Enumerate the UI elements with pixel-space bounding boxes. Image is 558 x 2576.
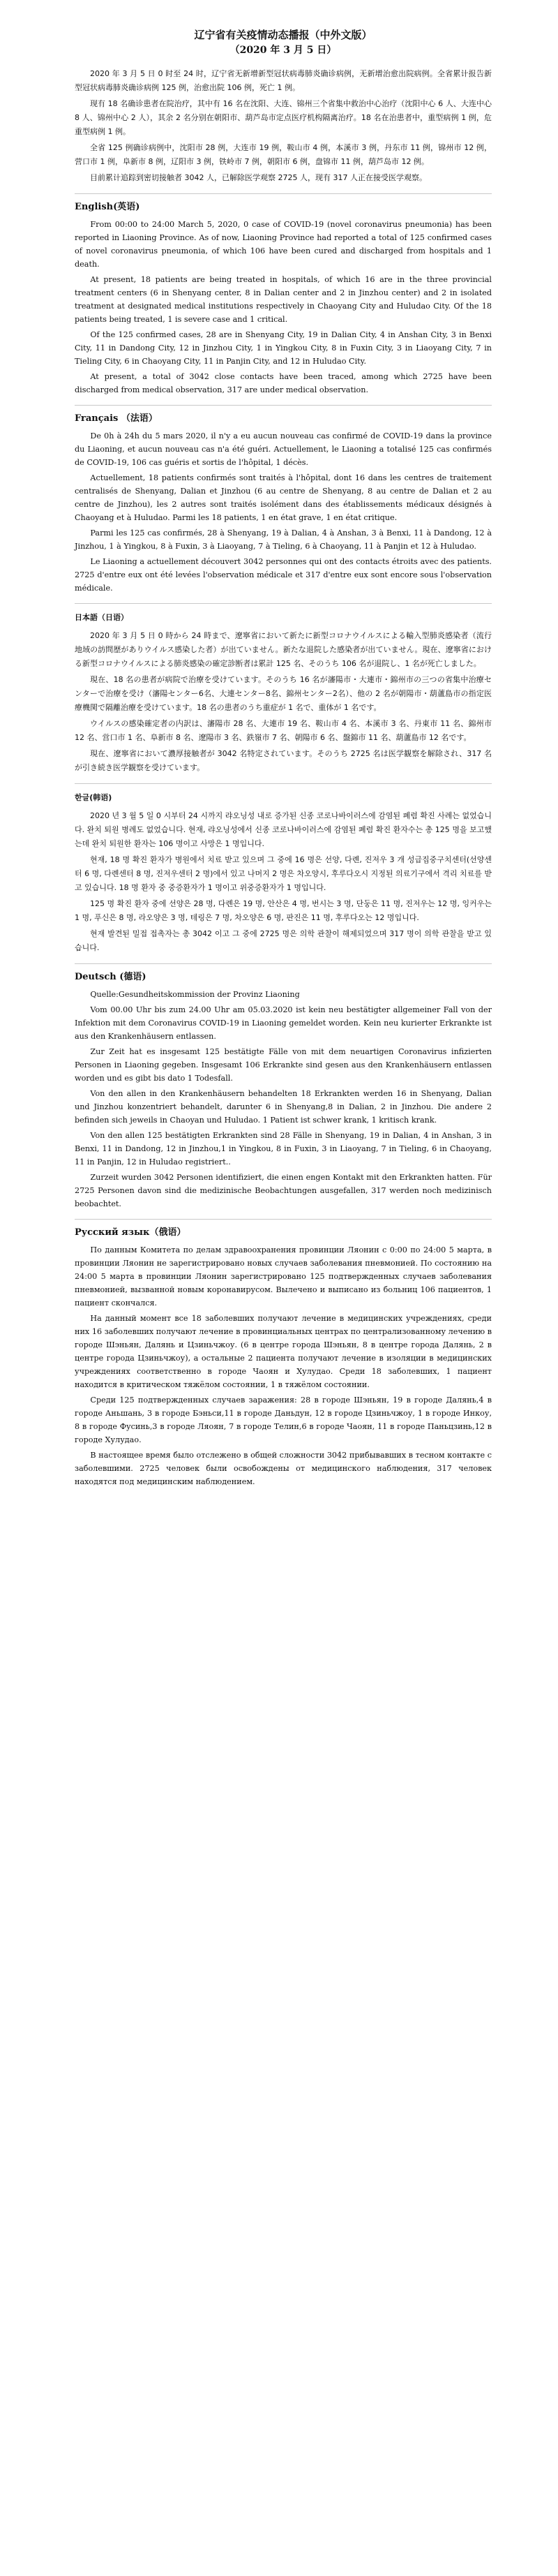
russian-paragraph: По данным Комитета по делам здравоохранения провинции Ляонин с 0:00 по 24:00 5 марта, в провинции Ляонин не зарегистрировано новых случаев заболевания пневмонией. По состоянию на 24:00 5 марта в провинции Ляонин зарегистрировано 125 подтвержденных случаев заболевания пневмонией, вызванной новым коронавирусом. Вылечено и выписано из больниц 106 пациентов, 1 пациент скончался. xyxy=(75,1245,492,1308)
section-divider xyxy=(75,603,492,604)
document-body xyxy=(75,28,492,1490)
chinese-paragraph: 2020 年 3 月 5 日 0 时至 24 时，辽宁省无新增新型冠状病毒肺炎确诊病例，无新增治愈出院病例。全省累计报告新型冠状病毒肺炎确诊病例 125 例，治愈出院 106 例，死亡 1 例。 xyxy=(75,69,492,92)
german-source-line: Quelle:Gesundheitskommission der Provinz Liaoning xyxy=(90,990,300,999)
section-heading-korean: 한글(韩语) xyxy=(75,793,112,802)
japanese-paragraph: 2020 年 3 月 5 日 0 時から 24 時まで、遼寧省において新たに新型コロナウイルスによる輸入型肺炎感染者（流行地域の訪問歴がありウイルス感染した者）が出ていません。新たな退院した感染者が出ていません。現在、遼寧省における新型コロナウイルスによる肺炎感染の確定診断者は累計 125 名、そのうち 106 名が退院し、1 名が死亡しました。 xyxy=(75,631,492,668)
section-divider xyxy=(75,1219,492,1220)
section-heading-english: English(英语) xyxy=(75,202,140,212)
section-heading-german: Deutsch (德语) xyxy=(75,972,146,982)
english-paragraph: At present, a total of 3042 close contacts have been traced, among which 2725 have been discharged from medical observation, 317 are under medical observation. xyxy=(75,372,492,394)
korean-paragraph: 현재 발견된 밀접 접촉자는 총 3042 이고 그 중에 2725 명은 의학 관찰이 해제되었으며 317 명이 의학 관찰을 받고 있습니다. xyxy=(75,929,492,952)
section-korean xyxy=(75,791,492,955)
french-paragraph: Parmi les 125 cas confirmés, 28 à Shenyang, 19 à Dalian, 4 à Anshan, 3 à Benxi, 11 à Dandong, 12 à Jinzhou, 1 à Yingkou, 8 à Fuxin, 3 à Liaoyang, 7 à Tieling, 6 à Chaoyang, 11 à Panjin et 12 à Huludao. xyxy=(75,528,492,551)
section-english xyxy=(75,201,492,397)
russian-paragraph: Среди 125 подтвержденных случаев заражения: 28 в городе Шэньян, 19 в городе Далянь,4 в городе Аньшань, 3 в городе Бэньси,11 в городе Даньдун, 12 в городе Цзиньчжоу, 1 в городе Инкоу, 8 в городе Фусинь,3 в городе Ляоян, 7 в городе Телин,6 в городе Чаоян, 11 в городе Паньцзинь,12 в городе Хулудао. xyxy=(75,1396,492,1444)
english-paragraph: From 00:00 to 24:00 March 5, 2020, 0 case of COVID-19 (novel coronavirus pneumonia) has been reported in Liaoning Province. As of now, Liaoning Province had reported a total of 125 confirmed cases of novel coronavirus pneumonia, of which 106 have been cured and discharged from hospitals and 1 death. xyxy=(75,220,492,269)
document-date: （2020 年 3 月 5 日） xyxy=(229,45,337,56)
section-chinese xyxy=(75,67,492,185)
document-title: 辽宁省有关疫情动态播报（中外文版） xyxy=(194,29,372,41)
french-paragraph: Le Liaoning a actuellement découvert 3042 personnes qui ont des contacts étroits avec des patients. 2725 d'entre eux ont été levées l'observation médicale et 317 d'entre eux sont encore sous l'observation médicale. xyxy=(75,557,492,593)
section-german xyxy=(75,971,492,1211)
french-paragraph: De 0h à 24h du 5 mars 2020, il n'y a eu aucun nouveau cas confirmé de COVID-19 dans la province du Liaoning, et aucun nouveau cas n'a été guéri. Actuellement, le Liaoning a totalisé 125 cas confirmés de COVID-19, 106 cas guéris et sortis de l'hôpital, 1 décès. xyxy=(75,431,492,467)
chinese-paragraph: 现有 18 名确诊患者在院治疗，其中有 16 名在沈阳、大连、锦州三个省集中救治中心治疗（沈阳中心 6 人、大连中心 8 人、锦州中心 2 人），其余 2 名分别在朝阳市、葫芦岛市定点医疗机构隔离治疗。18 名在治患者中，重型病例 1 例，危重型病例 1 例。 xyxy=(75,99,492,136)
korean-paragraph: 125 명 확진 환자 중에 선양은 28 명, 다롄은 19 명, 안산은 4 명, 번시는 3 명, 단둥은 11 명, 진저우는 12 명, 잉커우는 1 명, 푸신은 8 명, 라오양은 3 명, 테링은 7 명, 차오양은 6 명, 판진은 11 명, 후루다오는 12 명입니다. xyxy=(75,899,492,922)
section-russian xyxy=(75,1227,492,1488)
section-divider xyxy=(75,963,492,964)
french-paragraph: Actuellement, 18 patients confirmés sont traités à l'hôpital, dont 16 dans les centres de traitement centralisés de Shenyang, Dalian et Jinzhou (6 au centre de Shenyang, 8 au centre de Dalian et 2 au centre de Jinzhou), les 2 autres sont traités isolément dans des établissements médicaux désignés à Chaoyang et à Huludao. Parmi les 18 patients, 1 en état grave, 1 en état critique. xyxy=(75,473,492,522)
russian-paragraph: В настоящее время было отслежено в общей сложности 3042 прибывавших в тесном контакте с заболевшими. 2725 человек были освобождены от медицинского наблюдения, 317 человек находятся под медицинским наблюдением. xyxy=(75,1451,492,1486)
english-paragraph: Of the 125 confirmed cases, 28 are in Shenyang City, 19 in Dalian City, 4 in Anshan City, 3 in Benxi City, 11 in Dandong City, 12 in Jinzhou City, 1 in Yingkou City, 8 in Fuxin City, 3 in Liaoyang City, 7 in Tieling City, 6 in Chaoyang City, 11 in Panjin City, and 12 in Huludao City. xyxy=(75,330,492,366)
japanese-paragraph: 現在、遼寧省において濃厚接触者が 3042 名特定されています。そのうち 2725 名は医学観察を解除され、317 名が引き続き医学観察を受けています。 xyxy=(75,749,492,772)
section-heading-french: Français （法语） xyxy=(75,413,158,424)
english-paragraph: At present, 18 patients are being treated in hospitals, of which 16 are in the three provincial treatment centers (6 in Shenyang center, 8 in Dalian center and 2 in Jinzhou center) and 2 in isolated treatment at designated medical institutions respectively in Chaoyang City and Huludao City. Of the 18 patients being treated, 1 is severe case and 1 critical. xyxy=(75,275,492,324)
korean-paragraph: 2020 년 3 월 5 일 0 시부터 24 시까지 랴오닝성 내로 증가된 신종 코로나바이러스에 감염된 폐렴 확진 사례는 없었습니다. 완치 퇴원 병례도 없었습니다. 현재, 랴오닝성에서 신종 코로나바이러스에 감염된 폐렴 확진 환자수는 총 125 명을 보고했는데 완치 퇴원한 환자는 106 명이고 사망은 1 명입니다. xyxy=(75,811,492,848)
section-japanese xyxy=(75,611,492,775)
german-paragraph: Von den allen in den Krankenhäusern behandelten 18 Erkrankten werden 16 in Shenyang, Dalian und Jinzhou konzentriert behandelt, darunter 6 in Shenyang,8 in Dalian, 2 in Jinzhou. Die andere 2 befinden sich jeweils in Chaoyan und Huludao. 1 Patient ist schwer krank, 1 kritisch krank. xyxy=(75,1089,492,1125)
chinese-paragraph: 目前累计追踪到密切接触者 3042 人，已解除医学观察 2725 人，现有 317 人正在接受医学观察。 xyxy=(90,173,427,182)
japanese-paragraph: 現在、18 名の患者が病院で治療を受けています。そのうち 16 名が瀋陽市・大連市・錦州市の三つの省集中治療センターで治療を受け（瀋陽センター6名、大連センター8名、錦州センター2名）、他の 2 名が朝陽市・葫蘆島市の指定医療機関で隔離治療を受けています。18 名の患者のうち重症が 1 名で、重体が 1 名です。 xyxy=(75,675,492,712)
chinese-paragraph: 全省 125 例确诊病例中，沈阳市 28 例，大连市 19 例，鞍山市 4 例，本溪市 3 例，丹东市 11 例，锦州市 12 例，营口市 1 例，阜新市 8 例，辽阳市 3 例，铁岭市 7 例，朝阳市 6 例，盘锦市 11 例，葫芦岛市 12 例。 xyxy=(75,143,492,166)
russian-paragraph: На данный момент все 18 заболевших получают лечение в медицинских учреждениях, среди них 16 заболевших получают лечение в провинциальных центрах по централизованному лечению в городе Шэньян, Далянь и Цзиньчжоу. (6 в центре города Шэньян, 8 в центре города Далянь, 2 в центре города Цзиньчжоу), а остальные 2 пациента получают лечение в изоляции в медицинских учреждениях соответственно в городе Чаоян и Хулудао. Среди 18 заболевших, 1 пациент находится в критическом тяжёлом состоянии, 1 в тяжёлом состоянии. xyxy=(75,1314,492,1389)
section-divider xyxy=(75,783,492,784)
german-paragraph: Vom 00.00 Uhr bis zum 24.00 Uhr am 05.03.2020 ist kein neu bestätigter allgemeiner Fall von der Infektion mit dem Coronavirus COVID-19 in Liaoning gemeldet worden. Kein neu kurierter Erkrankte ist aus den Krankenhäusern entlassen. xyxy=(75,1005,492,1041)
german-paragraph: Zur Zeit hat es insgesamt 125 bestätigte Fälle von mit dem neuartigen Coronavirus infizierten Personen in Liaoning gegeben. Insgesamt 106 Erkrankte sind gesen aus den Krankenhäusern entlassen worden und es gibt bis dato 1 Todesfall. xyxy=(75,1047,492,1083)
german-paragraph: Zurzeit wurden 3042 Personen identifiziert, die einen engen Kontakt mit den Erkrankten hatten. Für 2725 Personen davon sind die medizinische Beobachtungen ausgefallen, 317 werden noch medizinisch beobachtet. xyxy=(75,1173,492,1208)
section-divider xyxy=(75,193,492,194)
german-paragraph: Von den allen 125 bestätigten Erkrankten sind 28 Fälle in Shenyang, 19 in Dalian, 4 in Anshan, 3 in Benxi, 11 in Dandong, 12 in Jinzhou,1 in Yingkou, 8 in Fuxin, 3 in Liaoyang, 7 in Tieling, 6 in Chaoyang, 11 in Panjin, 12 in Huludao registriert.. xyxy=(75,1131,492,1167)
japanese-paragraph: ウイルスの感染確定者の内訳は、瀋陽市 28 名、大連市 19 名、鞍山市 4 名、本溪市 3 名、丹東市 11 名、錦州市 12 名、営口市 1 名、阜新市 8 名、遼陽市 3 名、鉄嶺市 7 名、朝陽市 6 名、盤錦市 11 名、葫蘆島市 12 名です。 xyxy=(75,719,492,742)
section-french xyxy=(75,413,492,595)
section-heading-russian: Русский язык（俄语） xyxy=(75,1227,186,1238)
section-heading-japanese: 日本語（日语） xyxy=(75,613,128,622)
section-divider xyxy=(75,405,492,406)
korean-paragraph: 현재, 18 명 확진 환자가 병원에서 치료 받고 있으며 그 중에 16 명은 선양, 다롄, 진저우 3 개 성급집중구치센터(선양센터 6 명, 다롄센터 8 명, 진저우센터 2 명)에서 있고 나머지 2 명은 차오양시, 후루다오시 지정된 의료기구에서 격리 치료를 받고 있습니다. 18 명 환자 중 중증환자가 1 명이고 위중증환자가 1 명입니다. xyxy=(75,855,492,892)
